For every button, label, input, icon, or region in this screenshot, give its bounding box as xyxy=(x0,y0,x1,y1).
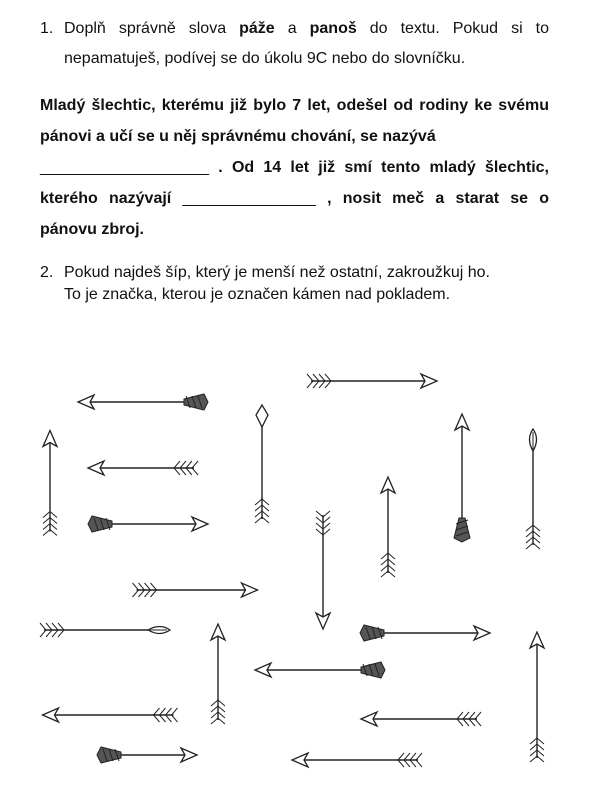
task-1-text-mid: a xyxy=(274,20,310,37)
arrow-4 xyxy=(88,461,198,475)
arrow-5 xyxy=(255,405,269,523)
arrow-2 xyxy=(307,374,437,388)
arrow-1 xyxy=(78,394,208,410)
arrow-11 xyxy=(133,583,258,597)
task-2-line-2: To je značka, kterou je označen kámen nad pokladem. xyxy=(64,286,451,303)
task-1-number: 1. xyxy=(40,20,54,37)
arrow-10 xyxy=(316,511,330,629)
word-paze: páže xyxy=(239,20,275,37)
arrow-12 xyxy=(40,623,170,637)
story-part-3: , nosit meč a starat se o pánovu zbroj. xyxy=(40,190,550,238)
arrow-9 xyxy=(381,477,395,577)
task-1-text-before: Doplň správně slova xyxy=(64,20,240,37)
arrow-19 xyxy=(97,747,197,763)
arrow-3 xyxy=(43,431,57,536)
arrow-13 xyxy=(360,625,490,641)
arrow-14 xyxy=(211,624,225,724)
blank-1[interactable]: ___________________ xyxy=(40,159,210,176)
arrow-8 xyxy=(88,516,208,532)
arrow-7 xyxy=(526,429,540,549)
task-2-number: 2. xyxy=(40,264,54,281)
word-panos: panoš xyxy=(309,20,357,37)
task-1-text-after: do textu. Pokud si to nepamatuješ, podívej se do úkolu 9C nebo do slovníčku. xyxy=(64,20,550,67)
arrow-18 xyxy=(361,712,481,726)
arrow-20 xyxy=(292,753,422,767)
arrow-15 xyxy=(255,662,385,678)
story-part-2: . Od 14 let již smí tento mladý šlechtic, kterého nazývají xyxy=(40,159,549,207)
task-2-line-1: Pokud najdeš šíp, který je menší než ostatní, zakroužkuj ho. xyxy=(64,264,490,281)
arrow-17 xyxy=(43,708,178,722)
arrow-16 xyxy=(530,632,544,762)
arrow-6 xyxy=(454,414,470,542)
blank-2[interactable]: _______________ xyxy=(182,190,316,207)
story-part-1: Mladý šlechtic, kterému již bylo 7 let, odešel od rodiny ke svému pánovi a učí se u něj správnému chování, se nazývá xyxy=(40,97,549,145)
